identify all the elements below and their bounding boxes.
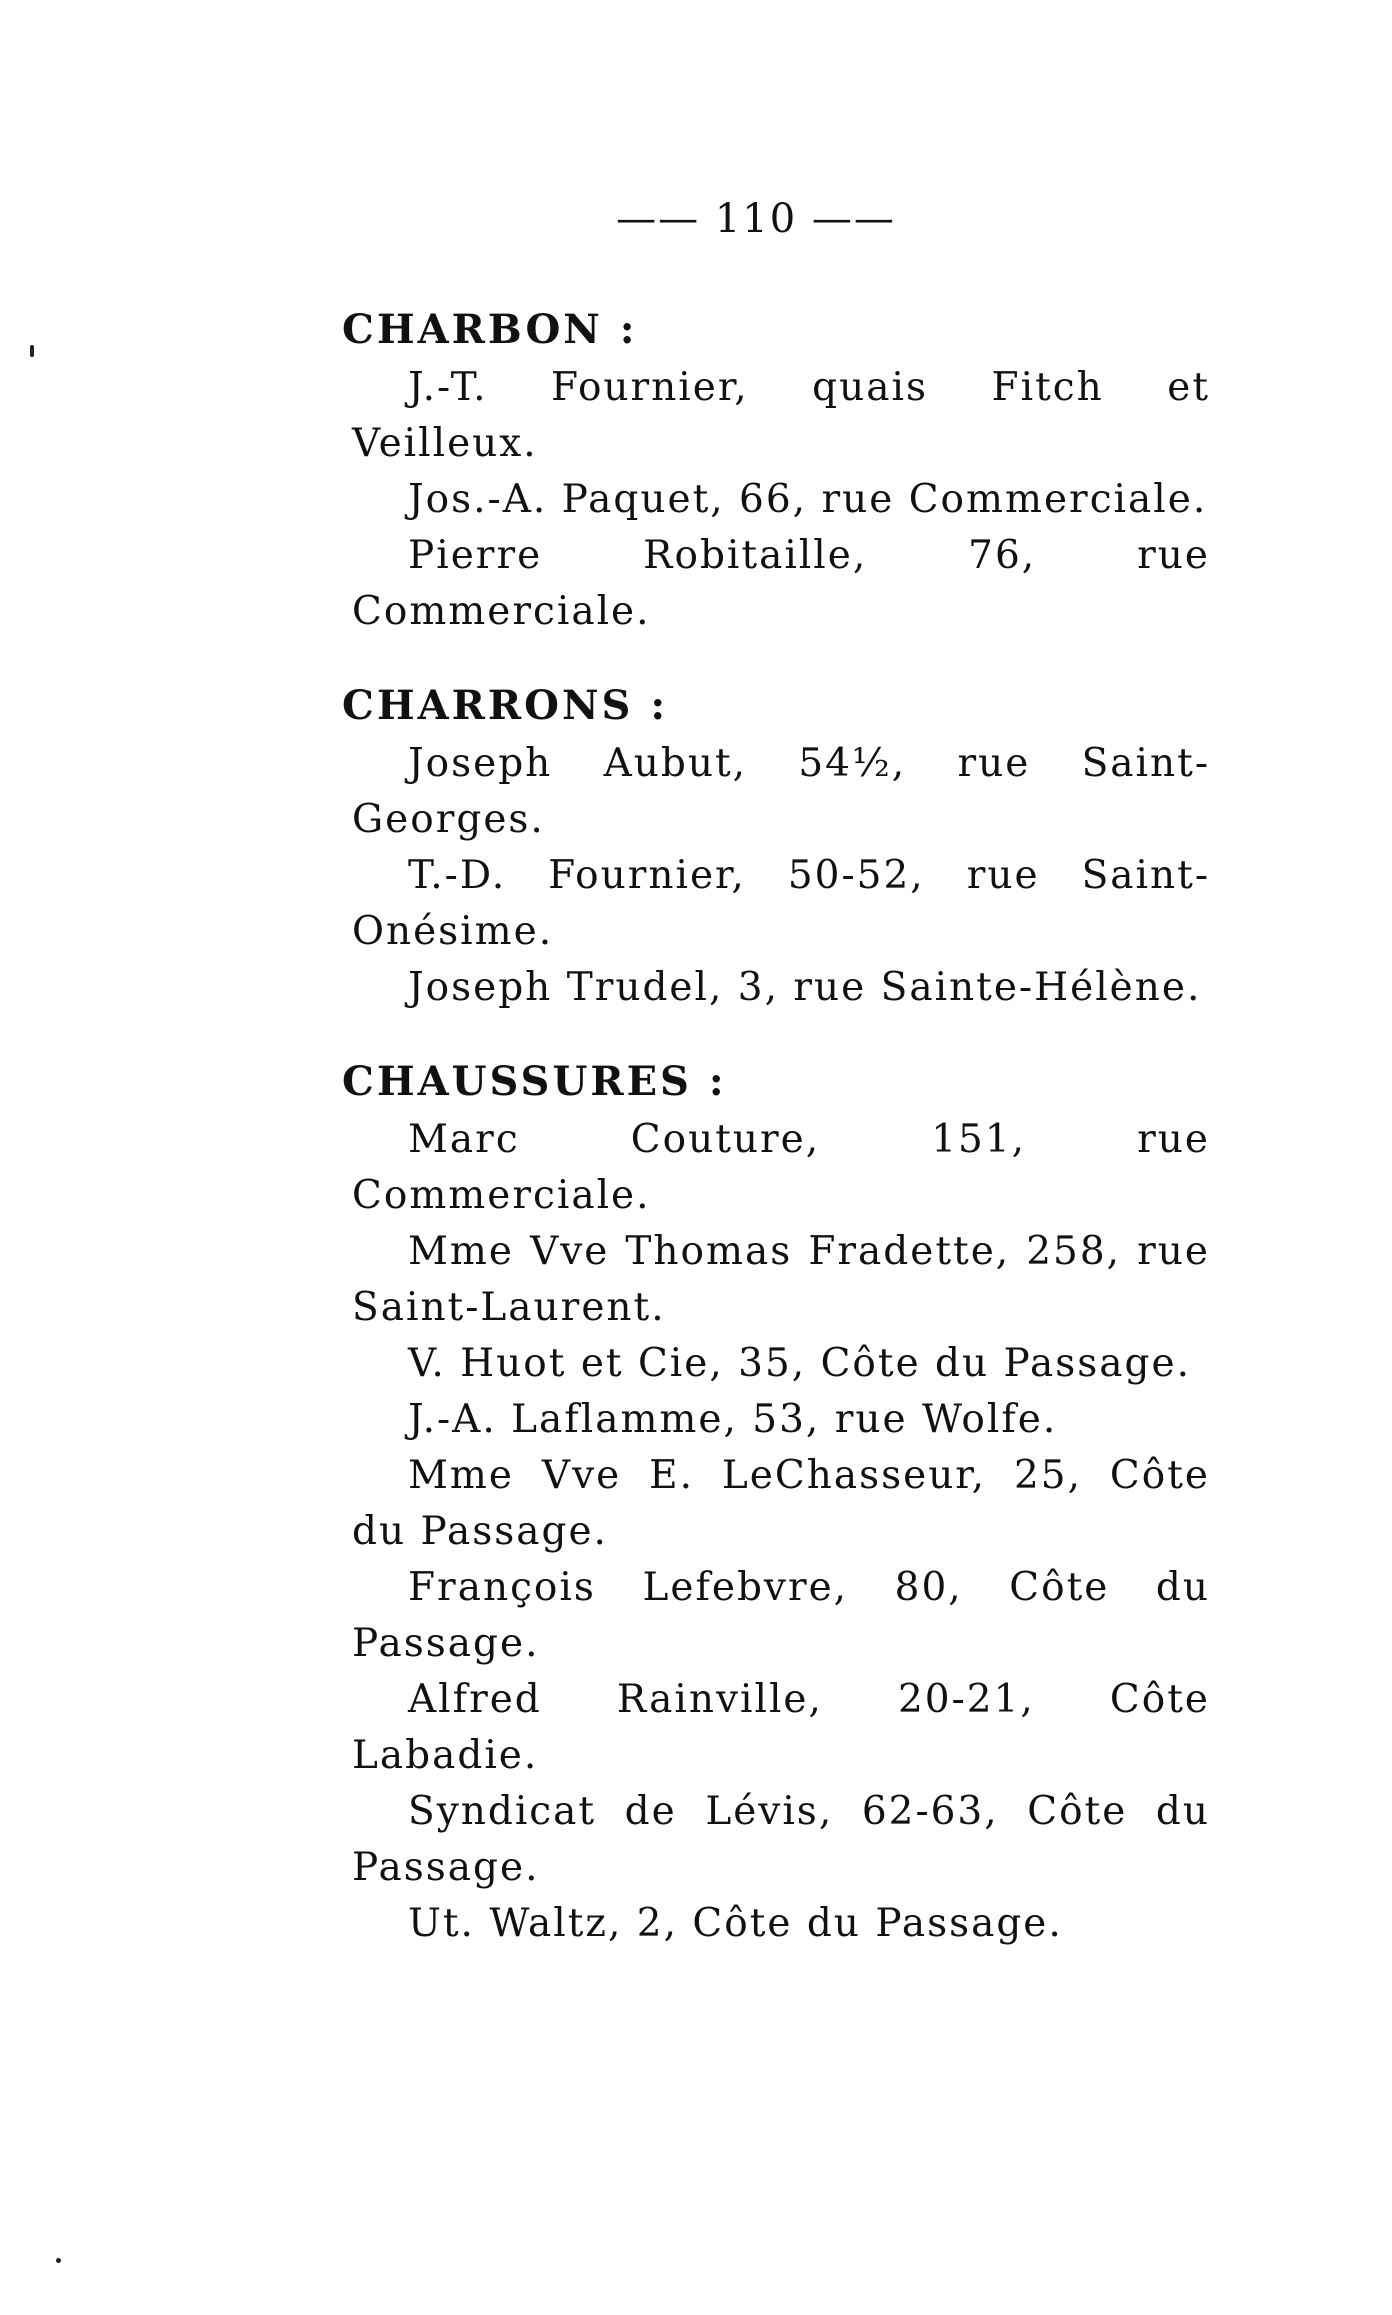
list-item: Marc Couture, 151, rue Commerciale. [352,1117,1210,1218]
list-item: Mme Vve E. LeChasseur, 25, Côte du Passage. [352,1453,1210,1554]
ink-speck [30,345,34,357]
page-number: —— 110 —— [616,196,896,242]
list-item: Joseph Aubut, 54½, rue Saint-Georges. [352,741,1210,842]
list-item: Alfred Rainville, 20-21, Côte Labadie. [352,1677,1210,1778]
list-item: J.-A. Laflamme, 53, rue Wolfe. [408,1397,1058,1442]
list-item: Joseph Trudel, 3, rue Sainte-Hélène. [408,965,1202,1010]
section-title: CHAUSSURES : [342,1058,727,1105]
list-item: V. Huot et Cie, 35, Côte du Passage. [408,1341,1191,1386]
list-item: Pierre Robitaille, 76, rue Commerciale. [352,533,1210,634]
ink-speck [56,2258,61,2263]
directory-content [342,302,1210,1990]
list-item: J.-T. Fournier, quais Fitch et Veilleux. [352,365,1210,466]
list-item: Syndicat de Lévis, 62-63, Côte du Passage. [352,1789,1210,1890]
section-title: CHARRONS : [342,682,669,729]
list-item: Jos.-A. Paquet, 66, rue Commerciale. [408,477,1208,522]
list-item: Mme Vve Thomas Fradette, 258, rue Saint-Laurent. [352,1229,1210,1330]
section-charbon [342,302,1210,640]
list-item: T.-D. Fournier, 50-52, rue Saint-Onésime. [352,853,1210,954]
section-title: CHARBON : [342,306,638,353]
section-charrons [342,678,1210,1016]
list-item: Ut. Waltz, 2, Côte du Passage. [408,1901,1063,1946]
list-item: François Lefebvre, 80, Côte du Passage. [352,1565,1210,1666]
section-chaussures [342,1054,1210,1952]
